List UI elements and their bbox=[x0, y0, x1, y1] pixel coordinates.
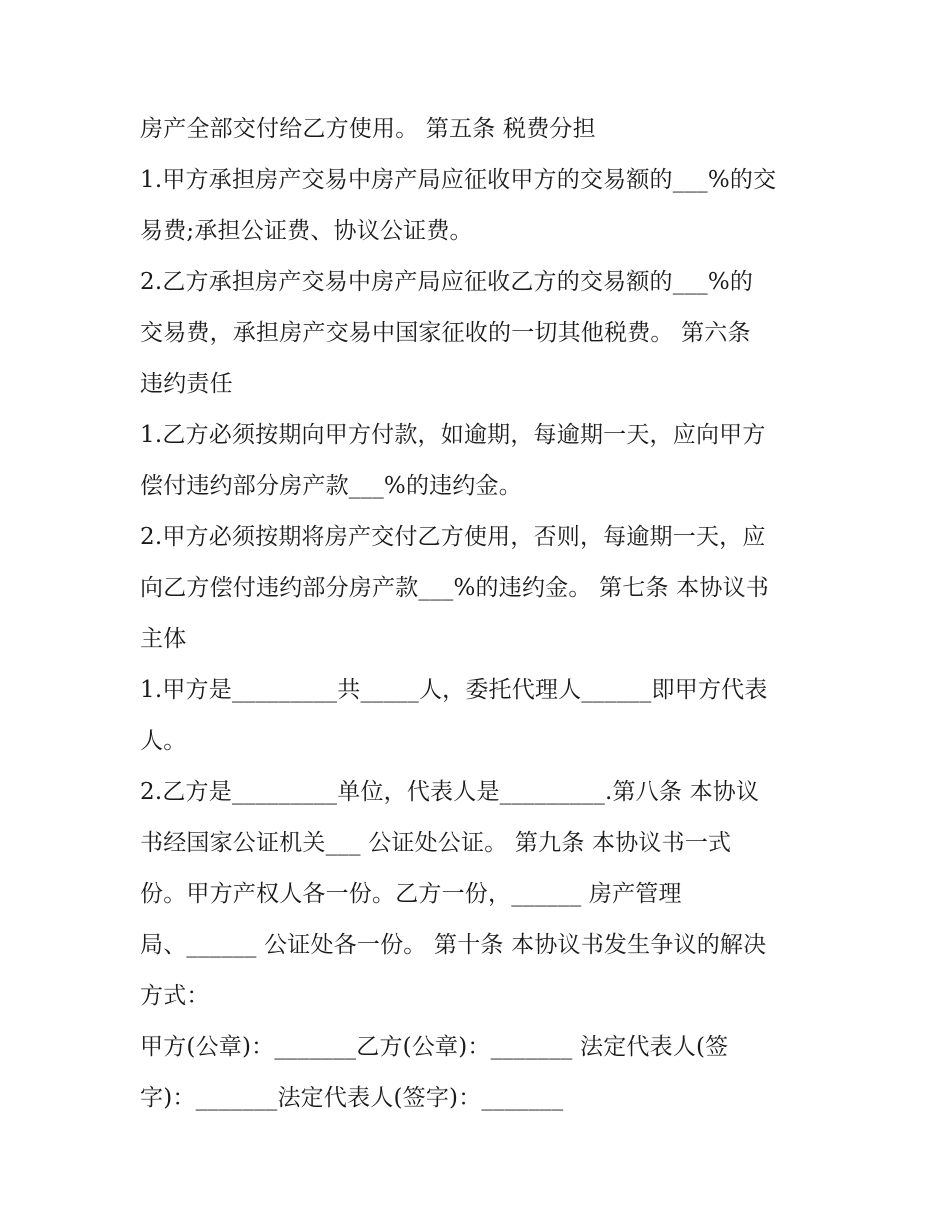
text-line: 人。 bbox=[140, 728, 187, 754]
text-line: 交易费，承担房产交易中国家征收的一切其他税费。 第六条 bbox=[140, 320, 751, 346]
text-line: 向乙方偿付违约部分房产款___%的违约金。 第七条 本协议书 bbox=[140, 575, 769, 601]
text-line: 易费;承担公证费、协议公证费。 bbox=[140, 218, 473, 244]
text-line: 份。甲方产权人各一份。乙方一份，______ 房产管理 bbox=[140, 881, 682, 907]
text-line: 1.甲方是_________共_____人，委托代理人______即甲方代表 bbox=[140, 677, 768, 703]
text-line: 甲方(公章)：_______乙方(公章)：_______ 法定代表人(签 bbox=[140, 1034, 729, 1060]
text-line: 2.甲方必须按期将房产交付乙方使用，否则，每逾期一天，应 bbox=[140, 524, 766, 550]
text-line: 2.乙方承担房产交易中房产局应征收乙方的交易额的___%的 bbox=[140, 269, 754, 295]
text-line: 主体 bbox=[140, 626, 187, 652]
contract-text bbox=[140, 104, 820, 1124]
text-line: 偿付违约部分房产款___%的违约金。 bbox=[140, 473, 522, 499]
text-line: 字)：_______法定代表人(签字)：_______ bbox=[140, 1085, 564, 1111]
text-line: 1.乙方必须按期向甲方付款，如逾期，每逾期一天，应向甲方 bbox=[140, 422, 766, 448]
text-line: 1.甲方承担房产交易中房产局应征收甲方的交易额的___%的交 bbox=[140, 167, 777, 193]
text-line: 2.乙方是_________单位，代表人是_________.第八条 本协议 bbox=[140, 779, 760, 805]
text-line: 违约责任 bbox=[140, 371, 233, 397]
text-line: 局、______ 公证处各一份。 第十条 本协议书发生争议的解决 bbox=[140, 932, 767, 958]
text-line: 房产全部交付给乙方使用。 第五条 税费分担 bbox=[140, 116, 596, 142]
text-line: 书经国家公证机关___ 公证处公证。 第九条 本协议书一式 bbox=[140, 830, 732, 856]
text-line: 方式： bbox=[140, 983, 210, 1009]
